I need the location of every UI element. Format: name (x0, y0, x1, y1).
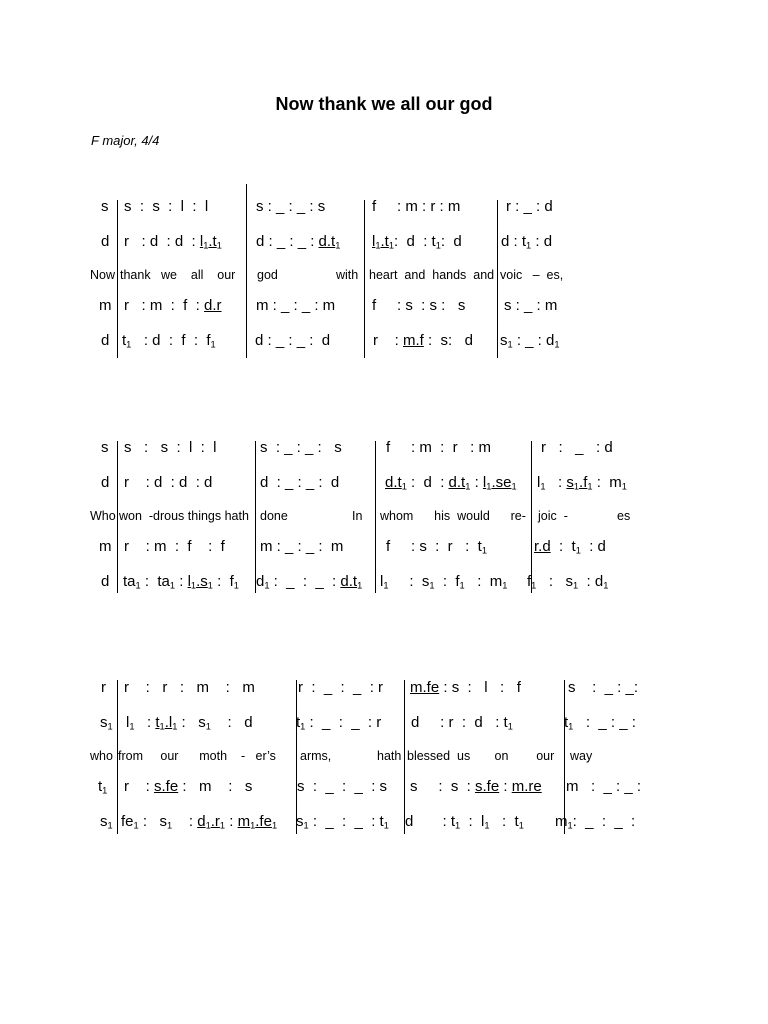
key-signature: F major, 4/4 (91, 133, 160, 148)
solfa-measure: r : _ : d (541, 439, 613, 456)
solfa-measure: f : m : r : m (386, 439, 491, 456)
solfa-line (0, 538, 768, 568)
solfa-measure: $t_1$ : _ : _ : (564, 714, 636, 732)
lyric-text: from our moth - er’s (118, 749, 276, 763)
solfa-measure: $l_1$ : $s_1$ : $f_1$ : $m_1$ (380, 573, 508, 591)
solfa-measure: d : $t_1$ : d (501, 233, 553, 251)
solfa-measure: r : m.f : s: d (373, 332, 474, 349)
solfa-measure: d (101, 332, 110, 349)
solfa-line (0, 778, 768, 808)
solfa-measure: m : _ : _ : (566, 778, 642, 795)
solfa-measure: d : _ : _ : d (255, 332, 331, 349)
solfa-measure: $ta_1$ : $ta_1$ : $l_1.s_1$ : $f_1$ (123, 573, 239, 591)
solfa-measure: s : _ : _ : s (256, 198, 326, 215)
solfa-measure: d (101, 233, 110, 250)
solfa-measure: $t_1$ (98, 778, 108, 796)
solfa-line (0, 233, 768, 263)
solfa-measure: $s_1$ : _ : $d_1$ (500, 332, 560, 350)
solfa-measure: m.fe : s : l : f (410, 679, 521, 696)
solfa-measure: d : $t_1$ : $l_1$ : $t_1$ (405, 813, 524, 831)
solfa-measure: r : m : f : f (124, 538, 225, 555)
solfa-measure: $l_1.t_1$: d : $t_1$: d (372, 233, 462, 251)
lyric-text: joic - (538, 509, 568, 523)
solfa-measure: r : _ : _ : r (298, 679, 384, 696)
lyric-text: arms, (300, 749, 332, 763)
lyric-text: heart and hands and (369, 268, 495, 282)
solfa-measure: s : s : l : l (124, 198, 209, 215)
solfa-measure: $t_1$ : d : f : $f_1$ (122, 332, 216, 350)
solfa-measure: m (99, 538, 112, 555)
solfa-line (0, 679, 768, 709)
solfa-measure: r : _ : d (506, 198, 553, 215)
solfa-line (0, 439, 768, 469)
solfa-measure: s : _ : _ : s (260, 439, 342, 456)
lyric-text: blessed us on our (407, 749, 555, 763)
lyric-text: won -drous things hath (119, 509, 249, 523)
solfa-measure: $t_1$ : _ : _ : r (296, 714, 382, 732)
lyric-line (0, 747, 768, 777)
solfa-measure: m : _ : _ : m (260, 538, 344, 555)
lyric-text: way (570, 749, 593, 763)
solfa-measure: $s_1$ (100, 813, 113, 831)
solfa-measure: $s_1$ : _ : _ : $t_1$ (296, 813, 389, 831)
lyric-line (0, 266, 768, 296)
solfa-measure: d : _ : _ : d (260, 474, 340, 491)
solfa-measure: d : _ : _ : $d.t_1$ (256, 233, 341, 251)
lyric-text: with (336, 268, 359, 282)
solfa-measure: d (101, 573, 110, 590)
solfa-measure: $d_1$ : _ : _ : $d.t_1$ (256, 573, 363, 591)
lyric-text: Now (90, 268, 116, 282)
solfa-measure: f : s : r : $t_1$ (386, 538, 488, 556)
solfa-measure: s : s : l : l (124, 439, 217, 456)
solfa-measure: s : _ : m (504, 297, 558, 314)
solfa-measure: s (101, 198, 109, 215)
solfa-measure: r : s.fe : m : s (124, 778, 253, 795)
solfa-line (0, 714, 768, 744)
lyric-text: hath (377, 749, 402, 763)
lyric-text: whom his would re- (380, 509, 526, 523)
solfa-measure: $l_1$ : $s_1.f_1$ : $m_1$ (537, 474, 627, 492)
solfa-measure: r.d : $t_1$ : d (534, 538, 606, 556)
solfa-measure: s : _ : _ : s (297, 778, 388, 795)
lyric-text: who (90, 749, 113, 763)
solfa-measure: $m_1$: _ : _ : (555, 813, 636, 831)
solfa-measure: s : s : s.fe : m.re (410, 778, 542, 795)
solfa-line (0, 813, 768, 843)
solfa-measure: s (101, 439, 109, 456)
solfa-measure: r : r : m : m (124, 679, 255, 696)
lyric-text: god (257, 268, 278, 282)
solfa-line (0, 297, 768, 327)
lyric-text: In (352, 509, 363, 523)
solfa-measure: $l_1$ : $t_1.l_1$ : $s_1$ : d (126, 714, 253, 732)
lyric-line (0, 507, 768, 537)
score-system (0, 437, 768, 617)
solfa-measure: s : _ : _: (568, 679, 639, 696)
lyric-text: done (260, 509, 288, 523)
solfa-measure: $s_1$ (100, 714, 113, 732)
solfa-measure: m (99, 297, 112, 314)
solfa-measure: $f_1$ : $s_1$ : $d_1$ (527, 573, 609, 591)
solfa-measure: f : m : r : m (372, 198, 461, 215)
solfa-measure: r (101, 679, 106, 696)
page-title: Now thank we all our god (275, 94, 493, 114)
solfa-line (0, 198, 768, 228)
solfa-measure: r : d : d : $l_1.t_1$ (124, 233, 222, 251)
solfa-line (0, 573, 768, 603)
solfa-measure: d : r : d : $t_1$ (411, 714, 513, 732)
score-system (0, 196, 768, 376)
solfa-measure: m : _ : _ : m (256, 297, 336, 314)
lyric-text: voic – es, (500, 268, 564, 282)
score-system (0, 676, 768, 856)
solfa-measure: f : s : s : s (372, 297, 466, 314)
solfa-measure: r : m : f : d.r (124, 297, 222, 314)
lyric-text: thank we all our (120, 268, 236, 282)
lyric-text: es (617, 509, 631, 523)
solfa-line (0, 332, 768, 362)
solfa-measure: r : d : d : d (124, 474, 213, 491)
solfa-measure: $fe_1$ : $s_1$ : $d_1.r_1$ : $m_1.fe_1$ (121, 813, 278, 831)
solfa-measure: $d.t_1$ : d : $d.t_1$ : $l_1.se_1$ (385, 474, 517, 492)
lyric-text: Who (90, 509, 116, 523)
solfa-measure: d (101, 474, 110, 491)
solfa-line (0, 474, 768, 504)
